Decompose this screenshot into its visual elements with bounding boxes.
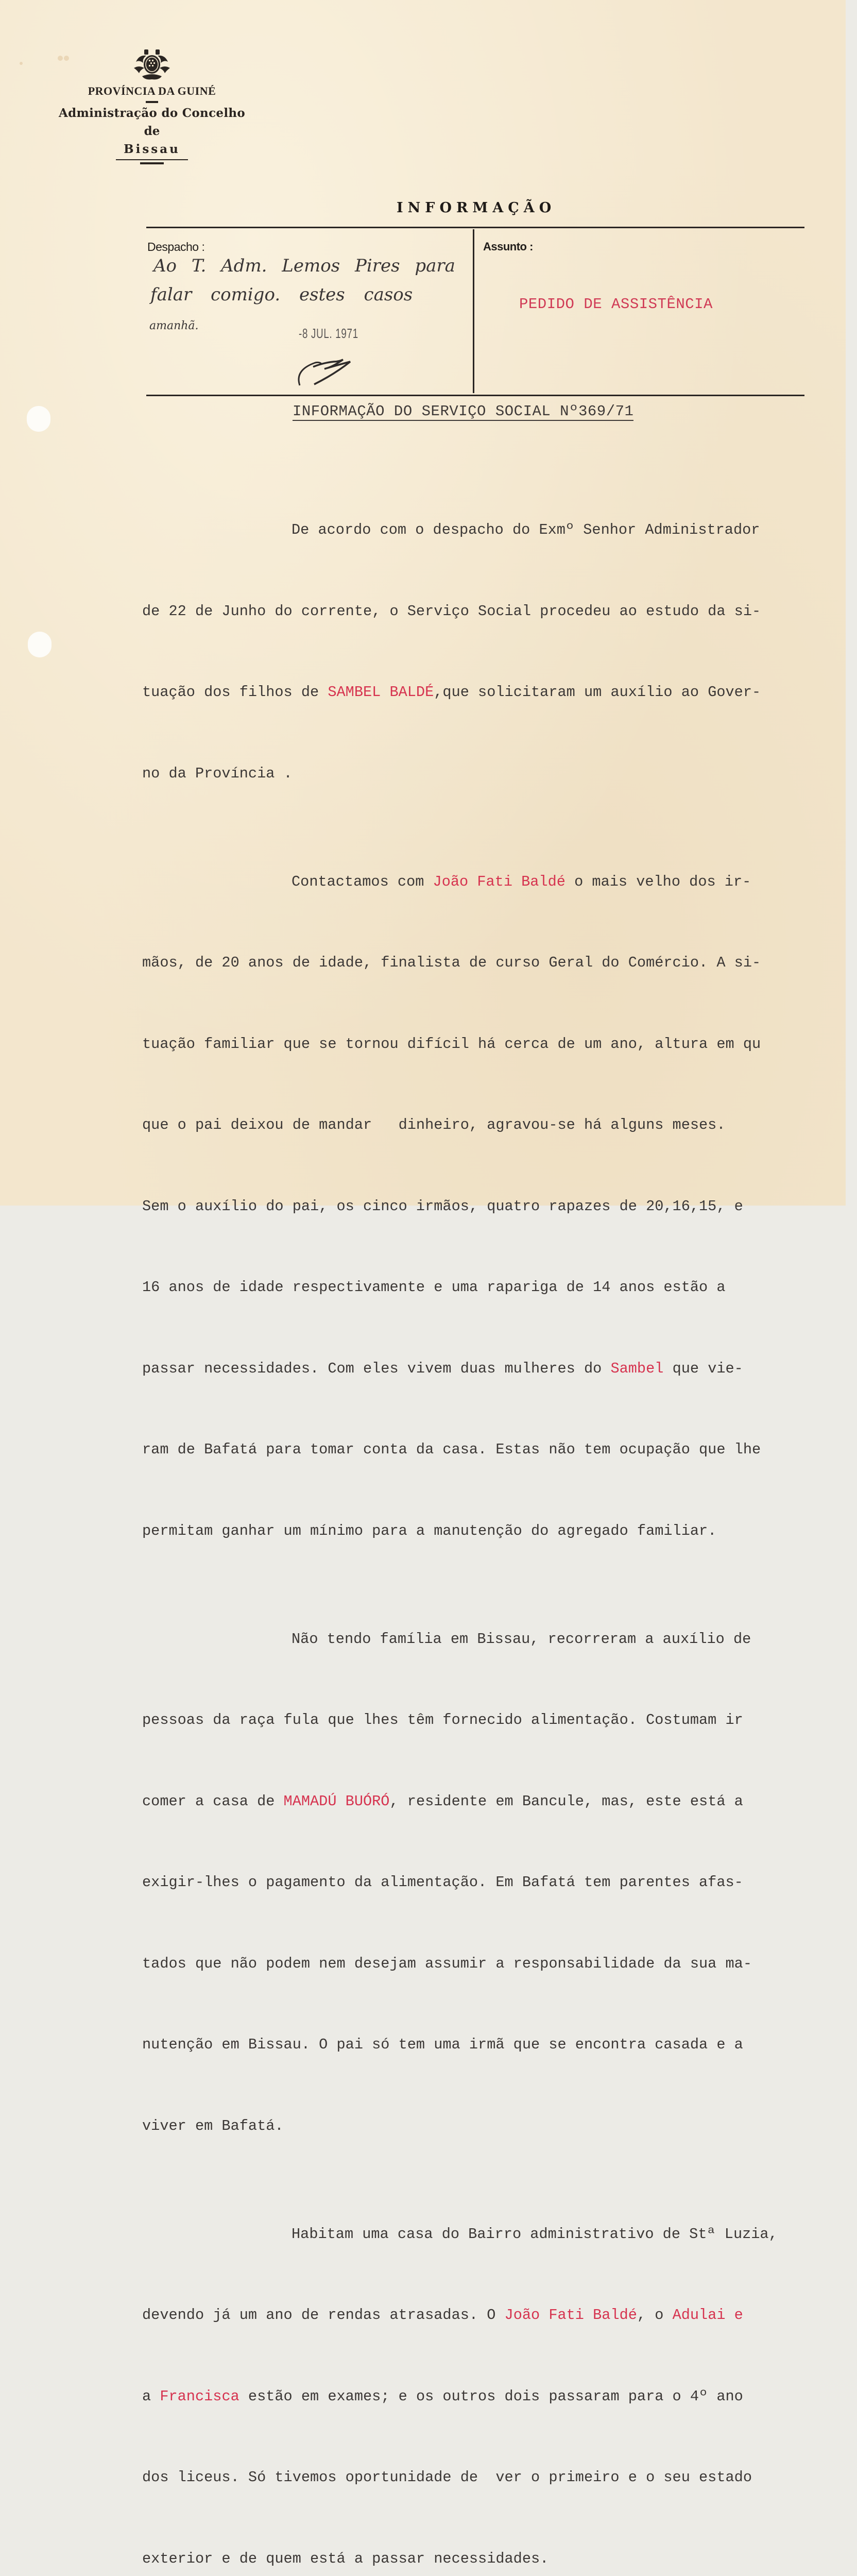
administration-de: de bbox=[144, 124, 160, 138]
body-line bbox=[142, 1788, 838, 1816]
body-line: De acordo com o despacho do Exmº Senhor Administrador bbox=[292, 521, 760, 538]
body-line: dos liceus. Só tivemos oportunidade de ver o primeiro e o seu estado bbox=[142, 2469, 752, 2486]
divider bbox=[116, 159, 188, 160]
body-line: exigir-lhes o pagamento da alimentação. Em Bafatá tem parentes afas- bbox=[142, 1874, 743, 1891]
city-name: Bissau bbox=[124, 142, 180, 156]
text-run: , o bbox=[637, 2307, 673, 2324]
body-line: no da Província . bbox=[142, 765, 293, 782]
person-name: SAMBEL BALDÉ bbox=[328, 684, 434, 701]
person-name: Francisca bbox=[160, 2387, 239, 2405]
body-line: pessoas da raça fula que lhes têm fornecido alimentação. Costumam ir bbox=[142, 1711, 743, 1728]
text-run: que vie- bbox=[663, 1360, 743, 1377]
text-run: devendo já um ano de rendas atrasadas. O bbox=[142, 2307, 505, 2324]
body-line bbox=[142, 2302, 838, 2329]
box-top-rule bbox=[146, 227, 804, 228]
body-line: que o pai deixou de mandar dinheiro, agravou-se há alguns meses. bbox=[142, 1116, 726, 1133]
document-body bbox=[142, 463, 838, 2576]
date-stamp: -8 JUL. 1971 bbox=[299, 326, 358, 341]
body-line bbox=[142, 1355, 838, 1383]
divider bbox=[146, 101, 158, 103]
assunto-label: Assunto : bbox=[483, 240, 533, 253]
coat-of-arms-icon bbox=[131, 47, 173, 81]
text-run: tuação dos filhos de bbox=[142, 684, 328, 701]
text-run: comer a casa de bbox=[142, 1792, 284, 1810]
text-run: Contactamos com bbox=[292, 873, 433, 890]
body-line bbox=[142, 679, 838, 706]
text-run: ,que solicitaram um auxílio ao Gover- bbox=[434, 684, 761, 701]
body-line: exterior e de quem está a passar necessidades. bbox=[142, 2550, 549, 2567]
body-line bbox=[142, 869, 838, 896]
letterhead bbox=[46, 47, 258, 164]
box-bottom-rule bbox=[146, 395, 804, 396]
handwritten-note-line: amanhã. bbox=[149, 319, 199, 332]
divider bbox=[140, 162, 164, 164]
administration-name: Administração do Concelho bbox=[58, 106, 246, 120]
body-line: Não tendo família em Bissau, recorreram a auxílio de bbox=[292, 1630, 751, 1648]
person-name: João Fati Baldé bbox=[504, 2307, 637, 2324]
person-name: MAMADÚ BUÓRÓ bbox=[283, 1792, 390, 1810]
punch-hole bbox=[28, 632, 52, 657]
punch-hole bbox=[27, 406, 50, 432]
signature-icon bbox=[293, 346, 370, 387]
province-name: PROVÍNCIA DA GUINÉ bbox=[88, 84, 216, 97]
assunto-value: PEDIDO DE ASSISTÊNCIA bbox=[519, 296, 713, 313]
handwritten-note-line: falar comigo. estes casos bbox=[150, 284, 413, 305]
body-line: Sem o auxílio do pai, os cinco irmãos, quatro rapazes de 20,16,15, e bbox=[142, 1197, 743, 1215]
despacho-label: Despacho : bbox=[147, 240, 205, 253]
body-line: viver em Bafatá. bbox=[142, 2117, 284, 2134]
text-run: o mais velho dos ir- bbox=[565, 873, 751, 890]
text-run: passar necessidades. Com eles vivem duas mulheres do bbox=[142, 1360, 611, 1377]
body-line: tados que não podem nem desejam assumir a responsabilidade da sua ma- bbox=[142, 1955, 752, 1972]
text-run: , residente em Bancule, mas, este está a bbox=[389, 1792, 743, 1810]
person-name: Sambel bbox=[610, 1360, 664, 1377]
body-line bbox=[142, 2383, 838, 2411]
body-line: tuação familiar que se tornou difícil há cerca de um ano, altura em qu bbox=[142, 1035, 761, 1053]
body-line: permitam ganhar um mínimo para a manutenção do agregado familiar. bbox=[142, 1522, 717, 1539]
document-title: INFORMAÇÃO bbox=[397, 200, 556, 216]
person-name: João Fati Baldé bbox=[433, 873, 565, 890]
body-line: ram de Bafatá para tomar conta da casa. Estas não tem ocupação que lhe bbox=[142, 1441, 761, 1458]
body-line: 16 anos de idade respectivamente e uma rapariga de 14 anos estão a bbox=[142, 1279, 726, 1296]
stain bbox=[20, 62, 23, 65]
text-run: a bbox=[142, 2387, 160, 2405]
info-heading: INFORMAÇÃO DO SERVIÇO SOCIAL Nº369/71 bbox=[293, 403, 634, 420]
handwritten-note-line: Ao T. Adm. Lemos Pires para bbox=[153, 256, 455, 276]
text-run: estão em exames; e os outros dois passaram para o 4º ano bbox=[239, 2387, 743, 2405]
body-line: Habitam uma casa do Bairro administrativo de Stª Luzia, bbox=[292, 2225, 778, 2243]
body-line: mãos, de 20 anos de idade, finalista de curso Geral do Comércio. A si- bbox=[142, 954, 761, 971]
person-name: Adulai e bbox=[672, 2307, 743, 2324]
box-divider bbox=[473, 229, 474, 393]
body-line: nutenção em Bissau. O pai só tem uma irmã que se encontra casada e a bbox=[142, 2036, 743, 2053]
body-line: de 22 de Junho do corrente, o Serviço Social procedeu ao estudo da si- bbox=[142, 602, 761, 620]
